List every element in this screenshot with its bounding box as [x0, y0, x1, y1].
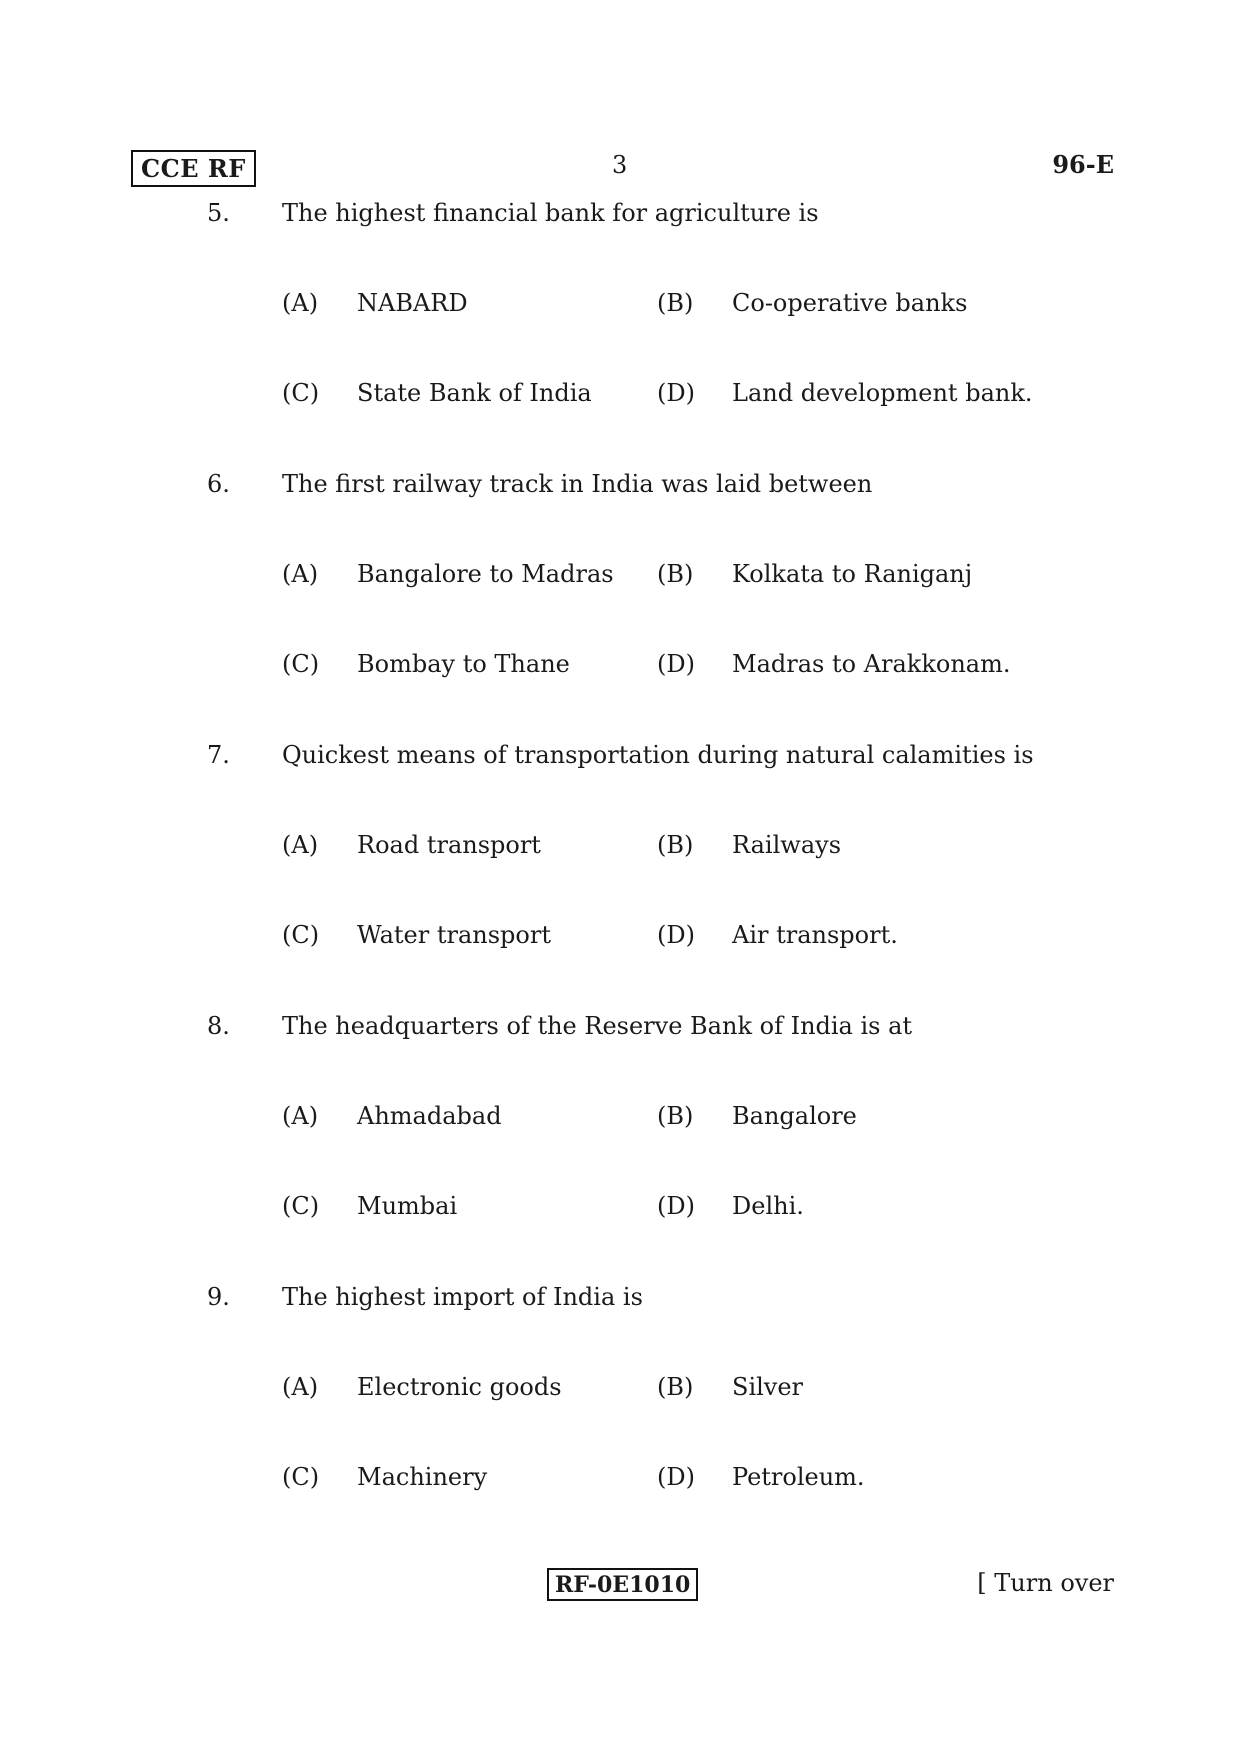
option-label: (B): [657, 831, 694, 859]
option-label: (C): [282, 1463, 320, 1491]
option-text: Delhi.: [732, 1192, 804, 1220]
option-a: [282, 828, 642, 862]
question-8: [0, 1009, 1241, 1280]
option-label: (C): [282, 1192, 320, 1220]
option-label: (A): [282, 289, 319, 317]
option-label: (B): [657, 560, 694, 588]
option-label: (A): [282, 1102, 319, 1130]
question-text: The highest import of India is: [282, 1283, 643, 1311]
option-label: (A): [282, 1373, 319, 1401]
option-label: (A): [282, 560, 319, 588]
option-a: [282, 1099, 642, 1133]
turn-over-note: [ Turn over: [977, 1569, 1114, 1597]
option-text: Land development bank.: [732, 379, 1033, 407]
option-text: Railways: [732, 831, 842, 859]
question-number: 7.: [207, 741, 230, 769]
option-label: (C): [282, 921, 320, 949]
question-list: [0, 196, 1241, 1551]
option-b: [657, 1099, 1137, 1133]
footer-code: RF-0E1010: [547, 1568, 698, 1601]
question-text: The highest financial bank for agriculture is: [282, 199, 819, 227]
option-d: [657, 918, 1137, 952]
option-d: [657, 647, 1137, 681]
page-number: 3: [612, 151, 628, 179]
question-9: [0, 1280, 1241, 1551]
option-label: (C): [282, 379, 320, 407]
option-text: Electronic goods: [357, 1373, 562, 1401]
option-d: [657, 1460, 1137, 1494]
option-label: (D): [657, 650, 695, 678]
question-text: Quickest means of transportation during natural calamities is: [282, 741, 1034, 769]
question-5: [0, 196, 1241, 467]
option-text: State Bank of India: [357, 379, 592, 407]
question-number: 5.: [207, 199, 230, 227]
option-label: (A): [282, 831, 319, 859]
option-text: Air transport.: [732, 921, 898, 949]
option-text: Petroleum.: [732, 1463, 865, 1491]
paper-code: 96-E: [1052, 150, 1114, 179]
question-number: 8.: [207, 1012, 230, 1040]
option-c: [282, 376, 642, 410]
question-text: The first railway track in India was laid between: [282, 470, 873, 498]
option-label: (D): [657, 1463, 695, 1491]
option-label: (B): [657, 289, 694, 317]
option-a: [282, 286, 642, 320]
option-label: (B): [657, 1102, 694, 1130]
option-text: Water transport: [357, 921, 551, 949]
option-c: [282, 1460, 642, 1494]
option-text: Kolkata to Raniganj: [732, 560, 973, 588]
header-left-code: CCE RF: [131, 150, 256, 187]
option-label: (D): [657, 921, 695, 949]
option-b: [657, 828, 1137, 862]
question-7: [0, 738, 1241, 1009]
option-text: Co-operative banks: [732, 289, 968, 317]
option-text: Ahmadabad: [357, 1102, 502, 1130]
option-c: [282, 647, 642, 681]
option-text: Mumbai: [357, 1192, 458, 1220]
option-text: Madras to Arakkonam.: [732, 650, 1011, 678]
option-a: [282, 557, 642, 591]
question-number: 9.: [207, 1283, 230, 1311]
option-label: (C): [282, 650, 320, 678]
option-text: Bangalore to Madras: [357, 560, 614, 588]
option-text: Silver: [732, 1373, 804, 1401]
option-d: [657, 376, 1137, 410]
option-text: Road transport: [357, 831, 541, 859]
option-b: [657, 286, 1137, 320]
option-b: [657, 557, 1137, 591]
option-c: [282, 918, 642, 952]
option-text: NABARD: [357, 289, 468, 317]
option-label: (D): [657, 379, 695, 407]
option-label: (B): [657, 1373, 694, 1401]
question-text: The headquarters of the Reserve Bank of India is at: [282, 1012, 913, 1040]
option-text: Bombay to Thane: [357, 650, 570, 678]
question-6: [0, 467, 1241, 738]
option-text: Bangalore: [732, 1102, 857, 1130]
option-text: Machinery: [357, 1463, 488, 1491]
option-label: (D): [657, 1192, 695, 1220]
option-c: [282, 1189, 642, 1223]
option-b: [657, 1370, 1137, 1404]
option-a: [282, 1370, 642, 1404]
option-d: [657, 1189, 1137, 1223]
question-number: 6.: [207, 470, 230, 498]
